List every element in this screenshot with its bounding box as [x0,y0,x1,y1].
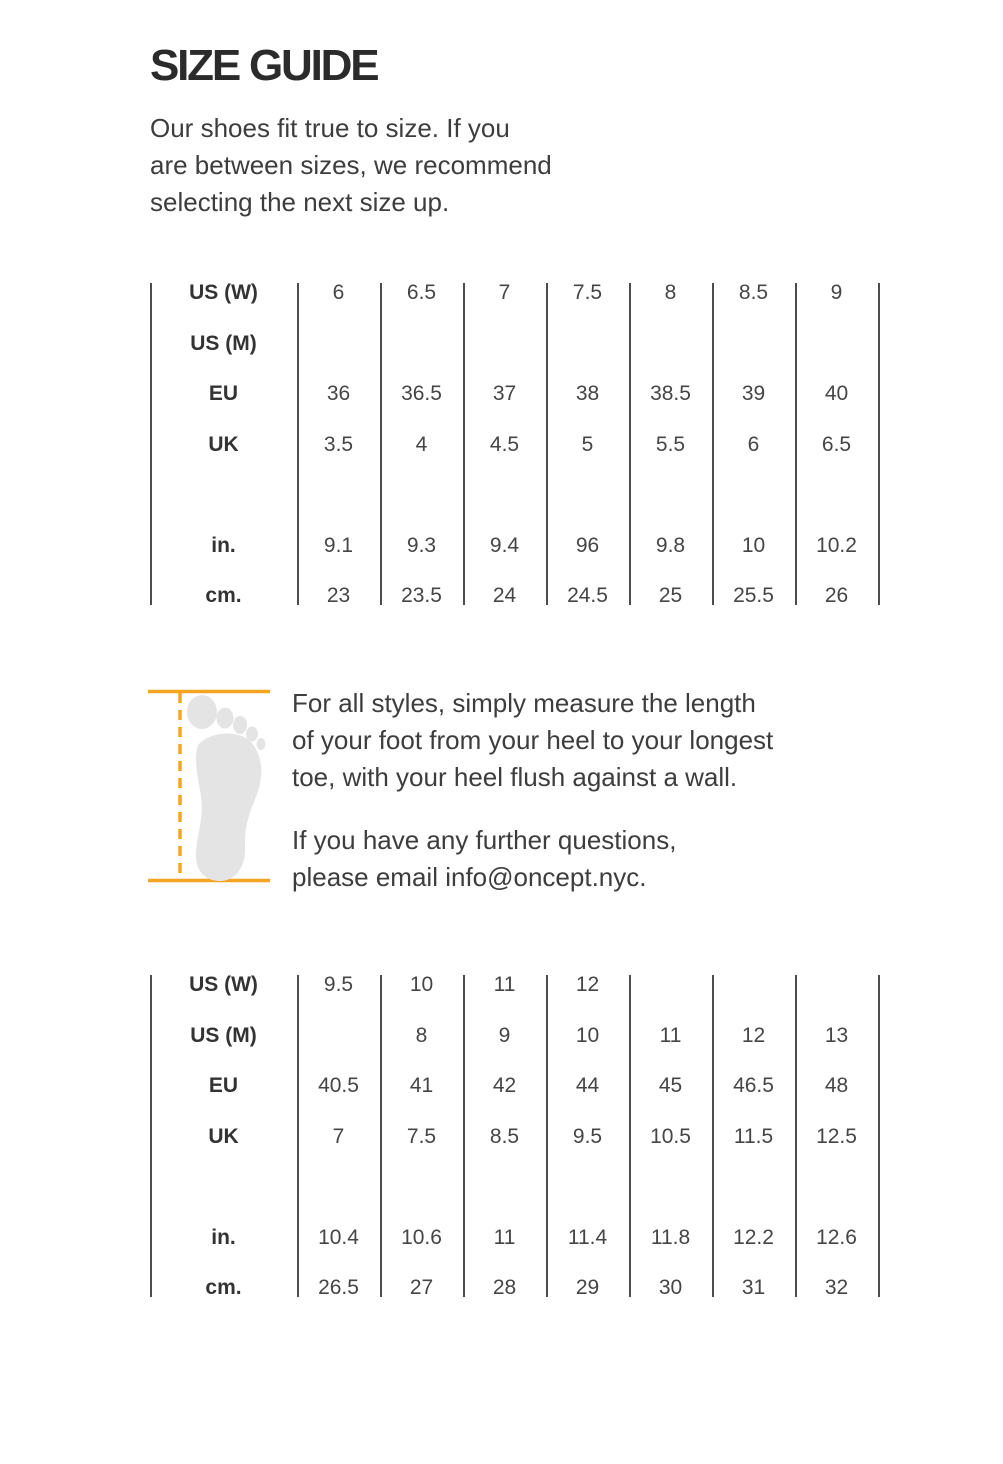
table-column-divider [150,975,152,1297]
size-value-cell: 25 [658,584,683,607]
size-value-cell: 6.5 [821,432,852,456]
size-value-cell: 5 [581,432,594,456]
size-value-cell: 41 [409,1074,434,1097]
size-value-cell: 12.6 [816,1225,857,1249]
size-value-cell: 24.5 [567,584,608,607]
size-value-cell: 4.5 [489,432,520,456]
size-value-cell: 36 [326,382,351,405]
table-column-divider [795,975,797,1297]
size-value-cell: 26 [824,584,849,607]
size-row-label: EU [208,1074,239,1097]
size-value-cell: 11 [493,973,516,996]
size-value-cell: 9 [498,1023,511,1047]
size-value-cell: 25.5 [733,584,774,607]
size-table-large [150,975,880,1297]
size-value-cell: 7 [332,1124,345,1148]
size-value-cell: 10.2 [816,533,857,557]
size-value-cell: 27 [409,1276,434,1299]
size-value-cell: 5.5 [655,432,686,456]
measure-instructions [292,685,773,896]
intro-line: selecting the next size up. [150,187,450,217]
size-value-cell: 26.5 [318,1276,359,1299]
size-value-cell: 96 [575,533,600,557]
size-value-cell: 7.5 [406,1124,437,1148]
size-row-label: UK [208,432,239,456]
size-value-cell: 40.5 [318,1074,359,1097]
toe-shape [233,716,247,734]
size-value-cell: 24 [492,584,517,607]
size-value-cell: 12.2 [733,1225,774,1249]
page-title: SIZE GUIDE [150,41,378,91]
size-value-cell: 12 [741,1023,766,1047]
measure-section [148,685,773,896]
size-value-cell: 10 [409,973,434,996]
size-table-row [150,1213,880,1263]
contact-paragraph [292,822,773,896]
size-value-cell: 9.5 [572,1124,603,1148]
table-column-divider [712,283,714,605]
size-value-cell: 48 [824,1074,849,1097]
size-row-label: US (W) [189,281,258,304]
size-value-cell: 12 [575,973,600,996]
size-row-label: cm. [205,1276,242,1299]
size-value-cell: 7 [498,281,511,304]
size-value-cell: 9.3 [406,533,437,557]
size-value-cell: 30 [658,1276,683,1299]
size-table-small [150,283,880,605]
size-value-cell: 38.5 [650,382,691,405]
size-table-row [150,521,880,571]
table-column-divider [712,975,714,1297]
table-column-divider [297,283,299,605]
size-value-cell: 8 [415,1023,428,1047]
contact-line [292,859,773,896]
intro-line: Our shoes fit true to size. If you [150,113,510,143]
size-value-cell: 11 [659,1023,682,1047]
table-column-divider [546,975,548,1297]
size-value-cell: 11.8 [650,1225,691,1249]
size-value-cell: 9.8 [655,533,686,557]
foot-sole-shape [196,733,261,881]
contact-line: If you have any further questions, [292,825,677,855]
measure-paragraph [292,685,773,796]
table-column-divider [878,975,880,1297]
size-table-row [150,1011,880,1061]
contact-line-prefix: please email [292,862,446,892]
size-table-row [150,960,880,1010]
measure-line: toe, with your heel flush against a wall. [292,762,738,792]
size-row-label: in. [211,1225,236,1249]
table-column-divider [297,975,299,1297]
size-value-cell: 23.5 [401,584,442,607]
size-row-label: EU [208,382,239,405]
size-table-row [150,571,880,621]
intro-text [150,110,552,221]
big-toe-shape [187,695,217,729]
size-value-cell: 8 [664,281,677,304]
intro-line: are between sizes, we recommend [150,150,552,180]
size-value-cell: 9 [830,281,843,304]
size-value-cell: 10.6 [401,1225,442,1249]
size-table-row [150,319,880,369]
size-value-cell: 6.5 [406,281,437,304]
size-value-cell: 11.5 [733,1124,774,1148]
size-value-cell: 40 [824,382,849,405]
size-value-cell: 28 [492,1276,517,1299]
table-column-divider [380,283,382,605]
size-value-cell: 9.1 [323,533,354,557]
size-table-row [150,1112,880,1162]
size-value-cell: 39 [741,382,766,405]
size-value-cell: 23 [326,584,351,607]
size-table-row [150,268,880,318]
size-value-cell: 9.5 [323,973,354,996]
size-row-label: UK [208,1124,239,1148]
foot-measure-icon [148,685,270,885]
size-value-cell: 4 [415,432,428,456]
size-value-cell: 7.5 [572,281,603,304]
size-row-label: in. [211,533,236,557]
size-value-cell: 37 [492,382,517,405]
size-value-cell: 29 [575,1276,600,1299]
size-value-cell: 36.5 [401,382,442,405]
size-value-cell: 45 [658,1074,683,1097]
size-value-cell: 9.4 [489,533,520,557]
table-column-divider [629,283,631,605]
table-column-divider [546,283,548,605]
email-address: info@oncept.nyc. [445,862,647,892]
table-column-divider [463,283,465,605]
size-value-cell: 12.5 [816,1124,857,1148]
size-table-row [150,1061,880,1111]
size-value-cell: 10.4 [318,1225,359,1249]
measure-line: of your foot from your heel to your longest [292,725,774,755]
table-column-divider [463,975,465,1297]
toe-shape [217,708,234,729]
size-table-row [150,470,880,520]
size-value-cell: 13 [824,1023,849,1047]
size-value-cell: 10.5 [650,1124,691,1148]
size-value-cell: 8.5 [489,1124,520,1148]
size-value-cell: 11 [493,1225,516,1249]
table-column-divider [795,283,797,605]
size-row-label: US (W) [189,973,258,996]
size-table-row [150,1263,880,1313]
size-value-cell: 8.5 [738,281,769,304]
measure-line: For all styles, simply measure the length [292,688,756,718]
size-value-cell: 10 [741,533,766,557]
size-value-cell: 42 [492,1074,517,1097]
size-row-label: US (M) [190,1023,257,1047]
size-table-row [150,420,880,470]
table-column-divider [629,975,631,1297]
size-value-cell: 11.4 [567,1225,608,1249]
size-table-row [150,369,880,419]
size-value-cell: 10 [575,1023,600,1047]
size-value-cell: 6 [332,281,345,304]
size-value-cell: 3.5 [323,432,354,456]
table-column-divider [380,975,382,1297]
table-column-divider [150,283,152,605]
size-value-cell: 44 [575,1074,600,1097]
toe-shape [257,738,266,750]
table-column-divider [878,283,880,605]
size-value-cell: 6 [747,432,760,456]
size-value-cell: 46.5 [733,1074,774,1097]
size-table-row [150,1162,880,1212]
size-value-cell: 38 [575,382,600,405]
size-value-cell: 32 [824,1276,849,1299]
size-row-label: US (M) [190,331,257,355]
size-row-label: cm. [205,584,242,607]
size-value-cell: 31 [741,1276,766,1299]
